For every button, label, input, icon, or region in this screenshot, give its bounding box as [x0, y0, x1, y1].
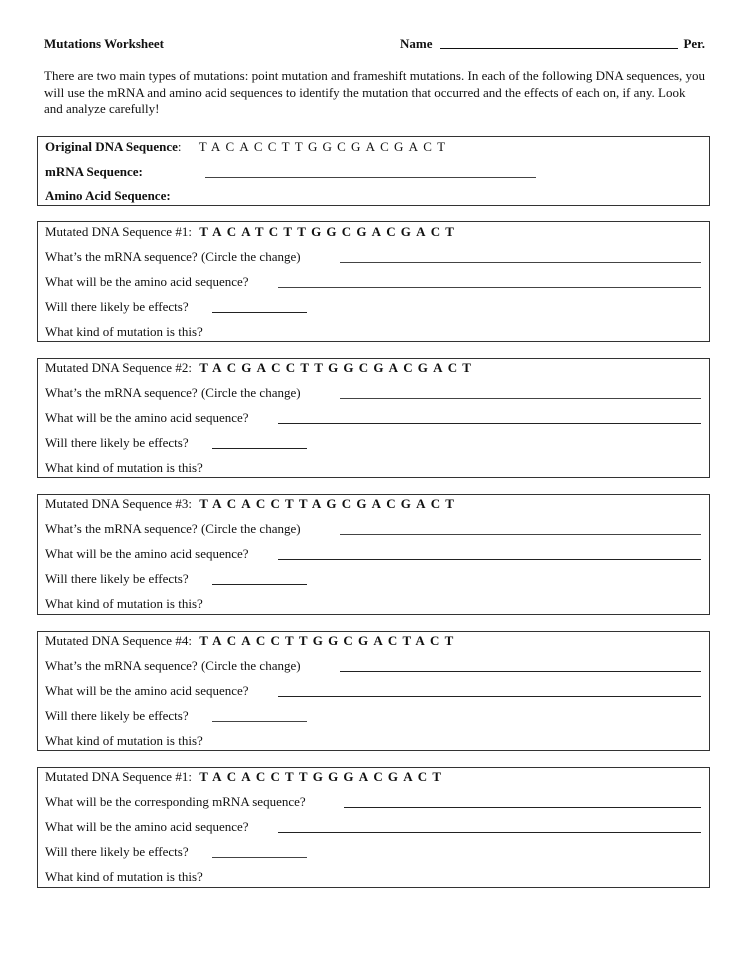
mutation-3-effects-question: Will there likely be effects? [45, 571, 189, 586]
original-amino-row [45, 187, 701, 205]
mutation-4-type-question: What kind of mutation is this? [45, 733, 203, 748]
mutation-2-effects-row [45, 434, 701, 452]
mutation-4-effects-row [45, 707, 701, 725]
mutation-box-5 [37, 767, 710, 888]
mutation-1-dna-row [45, 223, 701, 241]
mutation-1-effects-blank-line[interactable] [212, 312, 307, 313]
mutation-5-dna-row [45, 768, 701, 786]
mutation-5-dna-label: Mutated DNA Sequence #1: [45, 769, 192, 784]
mutation-1-mrna-row [45, 248, 701, 266]
original-sequence-box [37, 136, 710, 206]
original-amino-label: Amino Acid Sequence: [45, 188, 171, 203]
mutation-1-type-row [45, 323, 701, 341]
mutation-2-effects-question: Will there likely be effects? [45, 435, 189, 450]
original-mrna-row [45, 163, 701, 181]
mutation-2-amino-blank-line[interactable] [278, 423, 701, 424]
mutation-5-type-row [45, 868, 701, 886]
mutation-3-type-row [45, 595, 701, 613]
original-dna-row [45, 138, 701, 156]
mutation-5-effects-row [45, 843, 701, 861]
mutation-1-amino-row [45, 273, 701, 291]
mutation-4-amino-question: What will be the amino acid sequence? [45, 683, 249, 698]
name-label: Name [400, 36, 433, 51]
mutation-1-effects-question: Will there likely be effects? [45, 299, 189, 314]
mutation-3-amino-row [45, 545, 701, 563]
mutation-1-dna-label: Mutated DNA Sequence #1: [45, 224, 192, 239]
mutation-2-amino-row [45, 409, 701, 427]
mutation-5-mrna-question: What will be the corresponding mRNA sequence? [45, 794, 306, 809]
mutation-4-mrna-question: What’s the mRNA sequence? (Circle the change) [45, 658, 301, 673]
mutation-4-type-row [45, 732, 701, 750]
instructions-paragraph: There are two main types of mutations: point mutation and frameshift mutations. In each of the following DNA sequences, you will use the mRNA and amino acid sequences to identify the mutation that occurred and the effects of each on, if any. Look and analyze carefully! [44, 68, 706, 116]
mutation-2-mrna-row [45, 384, 701, 402]
mutation-4-mrna-blank-line[interactable] [340, 671, 701, 672]
mutation-4-dna-row [45, 632, 701, 650]
mutation-5-mrna-blank-line[interactable] [344, 807, 701, 808]
mutation-5-dna-sequence: TACACCTTGGGACGACT [199, 769, 447, 784]
original-dna-label: Original DNA Sequence [45, 139, 178, 154]
mutation-1-type-question: What kind of mutation is this? [45, 324, 203, 339]
mutation-3-effects-row [45, 570, 701, 588]
mutation-2-effects-blank-line[interactable] [212, 448, 307, 449]
mutation-4-amino-blank-line[interactable] [278, 696, 701, 697]
mutation-1-amino-blank-line[interactable] [278, 287, 701, 288]
mutation-2-mrna-question: What’s the mRNA sequence? (Circle the change) [45, 385, 301, 400]
period-label: Per. [683, 36, 705, 51]
mutation-4-effects-blank-line[interactable] [212, 721, 307, 722]
mutation-2-dna-label: Mutated DNA Sequence #2: [45, 360, 192, 375]
name-blank-line[interactable] [440, 48, 678, 49]
mutation-box-2 [37, 358, 710, 478]
worksheet-header [44, 36, 705, 54]
mutation-4-effects-question: Will there likely be effects? [45, 708, 189, 723]
mutation-5-effects-question: Will there likely be effects? [45, 844, 189, 859]
mutation-2-dna-sequence: TACGACCTTGGCGACGACT [199, 360, 477, 375]
worksheet-title: Mutations Worksheet [44, 36, 165, 51]
mutation-box-4 [37, 631, 710, 751]
original-mrna-blank-line[interactable] [205, 177, 536, 178]
mutation-5-effects-blank-line[interactable] [212, 857, 307, 858]
mutation-2-mrna-blank-line[interactable] [340, 398, 701, 399]
mutation-box-3 [37, 494, 710, 615]
mutation-2-dna-row [45, 359, 701, 377]
mutation-3-dna-label: Mutated DNA Sequence #3: [45, 496, 192, 511]
original-dna-colon: : [177, 139, 182, 154]
mutation-3-type-question: What kind of mutation is this? [45, 596, 203, 611]
mutation-4-dna-sequence: TACACCTTGGCGACTACT [199, 633, 459, 648]
mutation-3-mrna-row [45, 520, 701, 538]
mutation-3-mrna-question: What’s the mRNA sequence? (Circle the change) [45, 521, 301, 536]
mutation-5-amino-blank-line[interactable] [278, 832, 701, 833]
mutation-2-type-question: What kind of mutation is this? [45, 460, 203, 475]
mutation-2-amino-question: What will be the amino acid sequence? [45, 410, 249, 425]
mutation-1-effects-row [45, 298, 701, 316]
mutation-4-mrna-row [45, 657, 701, 675]
mutation-5-type-question: What kind of mutation is this? [45, 869, 203, 884]
mutation-4-dna-label: Mutated DNA Sequence #4: [45, 633, 192, 648]
mutation-3-amino-question: What will be the amino acid sequence? [45, 546, 249, 561]
mutation-3-dna-sequence: TACACCTTAGCGACGACT [199, 496, 460, 511]
mutation-1-mrna-blank-line[interactable] [340, 262, 701, 263]
original-mrna-label: mRNA Sequence: [45, 164, 143, 179]
mutation-4-amino-row [45, 682, 701, 700]
mutation-box-1 [37, 221, 710, 342]
mutation-3-dna-row [45, 495, 701, 513]
mutation-3-mrna-blank-line[interactable] [340, 534, 701, 535]
mutation-1-mrna-question: What’s the mRNA sequence? (Circle the change) [45, 249, 301, 264]
original-dna-sequence: TACACCTTGGCGACGACT [198, 139, 451, 154]
mutation-5-amino-question: What will be the amino acid sequence? [45, 819, 249, 834]
mutation-3-amino-blank-line[interactable] [278, 559, 701, 560]
mutation-5-mrna-row [45, 793, 701, 811]
mutation-2-type-row [45, 459, 701, 477]
mutation-3-effects-blank-line[interactable] [212, 584, 307, 585]
mutation-1-dna-sequence: TACATCTTGGCGACGACT [199, 224, 460, 239]
mutation-1-amino-question: What will be the amino acid sequence? [45, 274, 249, 289]
mutation-5-amino-row [45, 818, 701, 836]
